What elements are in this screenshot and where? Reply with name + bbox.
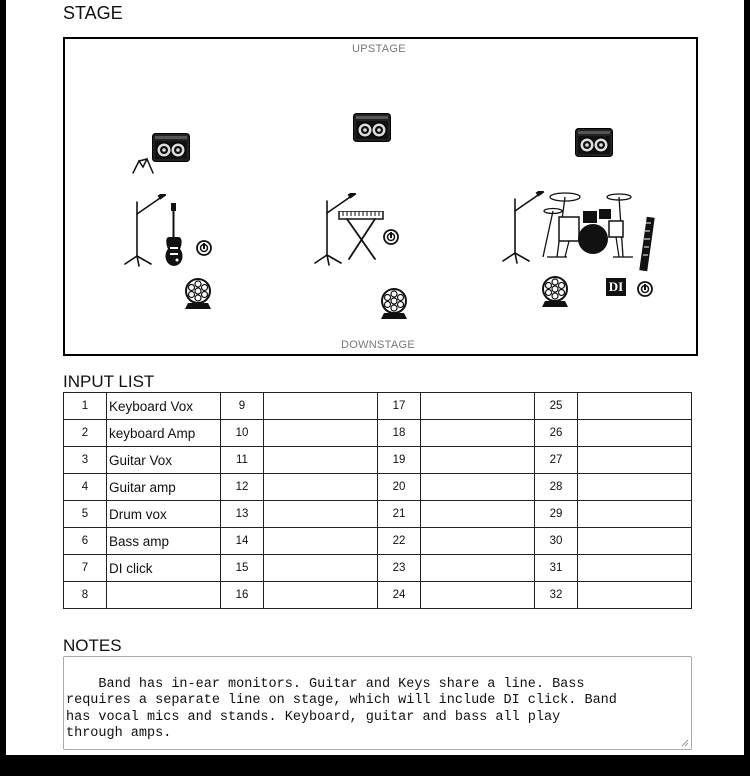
document-page (6, 0, 744, 755)
amp-icon (353, 113, 391, 142)
mic-stand-icon (123, 194, 167, 268)
bass-amp-icon (575, 128, 613, 157)
channel-source-cell[interactable] (264, 393, 378, 420)
channel-source-cell[interactable]: DI click (107, 555, 221, 582)
channel-source-cell[interactable] (264, 555, 378, 582)
channel-source-cell[interactable] (421, 393, 535, 420)
channel-source-cell[interactable] (107, 582, 221, 609)
channel-source-cell[interactable] (578, 393, 692, 420)
keyboard-amp-icon (152, 133, 190, 162)
channel-number-cell: 19 (378, 447, 421, 474)
channel-number-cell: 28 (535, 474, 578, 501)
channel-source-cell[interactable]: Bass amp (107, 528, 221, 555)
channel-source-cell[interactable]: Keyboard Vox (107, 393, 221, 420)
channel-number-cell: 7 (64, 555, 107, 582)
channel-number-cell: 3 (64, 447, 107, 474)
table-row (64, 501, 692, 528)
table-row (64, 474, 692, 501)
power-outlet-icon (196, 240, 212, 256)
channel-source-cell[interactable] (578, 501, 692, 528)
table-row (64, 420, 692, 447)
channel-source-cell[interactable] (578, 582, 692, 609)
channel-source-cell[interactable] (264, 447, 378, 474)
channel-source-cell[interactable]: Guitar Vox (107, 447, 221, 474)
channel-number-cell: 30 (535, 528, 578, 555)
table-row (64, 582, 692, 609)
channel-number-cell: 14 (221, 528, 264, 555)
channel-source-cell[interactable] (578, 474, 692, 501)
channel-source-cell[interactable]: keyboard Amp (107, 420, 221, 447)
table-row (64, 555, 692, 582)
di-box-icon: DI (606, 278, 626, 296)
notes-title: NOTES (63, 636, 122, 655)
channel-source-cell[interactable] (421, 528, 535, 555)
channel-number-cell: 26 (535, 420, 578, 447)
keyboard-on-stand-icon (337, 211, 385, 263)
table-row (64, 393, 692, 420)
channel-number-cell: 18 (378, 420, 421, 447)
channel-source-cell[interactable] (264, 420, 378, 447)
channel-source-cell[interactable] (421, 447, 535, 474)
channel-number-cell: 11 (221, 447, 264, 474)
channel-source-cell[interactable] (421, 582, 535, 609)
channel-source-cell[interactable] (264, 501, 378, 528)
upstage-label: UPSTAGE (352, 43, 406, 55)
table-row (64, 528, 692, 555)
stage-plot (63, 37, 698, 356)
power-outlet-icon (637, 281, 653, 297)
channel-source-cell[interactable] (264, 528, 378, 555)
channel-source-cell[interactable] (578, 447, 692, 474)
channel-number-cell: 21 (378, 501, 421, 528)
channel-number-cell: 10 (221, 420, 264, 447)
channel-number-cell: 23 (378, 555, 421, 582)
channel-source-cell[interactable] (421, 474, 535, 501)
channel-number-cell: 1 (64, 393, 107, 420)
channel-number-cell: 22 (378, 528, 421, 555)
channel-number-cell: 24 (378, 582, 421, 609)
channel-number-cell: 8 (64, 582, 107, 609)
channel-source-cell[interactable] (264, 582, 378, 609)
floor-monitor-icon (540, 275, 570, 308)
channel-number-cell: 9 (221, 393, 264, 420)
channel-number-cell: 2 (64, 420, 107, 447)
notes-text: Band has in-ear monitors. Guitar and Keys share a line. Bass requires a separate line on stage, which will include DI click. Band has vocal mics and stands. Keyboard, guitar and bass all play through amps. (66, 676, 617, 741)
channel-number-cell: 5 (64, 501, 107, 528)
bass-guitar-icon (637, 215, 657, 273)
channel-number-cell: 6 (64, 528, 107, 555)
power-outlet-icon (383, 229, 399, 245)
channel-number-cell: 17 (378, 393, 421, 420)
channel-source-cell[interactable] (264, 474, 378, 501)
channel-source-cell[interactable]: Guitar amp (107, 474, 221, 501)
channel-source-cell[interactable] (578, 555, 692, 582)
input-list-table (63, 392, 692, 609)
channel-number-cell: 20 (378, 474, 421, 501)
channel-number-cell: 29 (535, 501, 578, 528)
floor-monitor-icon (183, 277, 213, 310)
channel-number-cell: 25 (535, 393, 578, 420)
channel-source-cell[interactable] (421, 420, 535, 447)
electric-guitar-icon (163, 203, 185, 267)
channel-number-cell: 32 (535, 582, 578, 609)
channel-source-cell[interactable] (578, 528, 692, 555)
drum-kit-icon (539, 187, 637, 259)
channel-source-cell[interactable]: Drum vox (107, 501, 221, 528)
stage-title: STAGE (63, 3, 123, 23)
channel-number-cell: 16 (221, 582, 264, 609)
channel-number-cell: 15 (221, 555, 264, 582)
channel-number-cell: 27 (535, 447, 578, 474)
channel-source-cell[interactable] (578, 420, 692, 447)
table-row (64, 447, 692, 474)
downstage-label: DOWNSTAGE (341, 339, 415, 351)
channel-source-cell[interactable] (421, 555, 535, 582)
channel-number-cell: 13 (221, 501, 264, 528)
floor-monitor-icon (379, 287, 409, 320)
keyboard-stand-icon (131, 155, 155, 175)
channel-number-cell: 31 (535, 555, 578, 582)
channel-number-cell: 12 (221, 474, 264, 501)
resize-grip-icon[interactable] (681, 739, 689, 747)
notes-textarea[interactable] (63, 656, 692, 750)
channel-source-cell[interactable] (421, 501, 535, 528)
channel-number-cell: 4 (64, 474, 107, 501)
input-list-title: INPUT LIST (63, 372, 155, 391)
